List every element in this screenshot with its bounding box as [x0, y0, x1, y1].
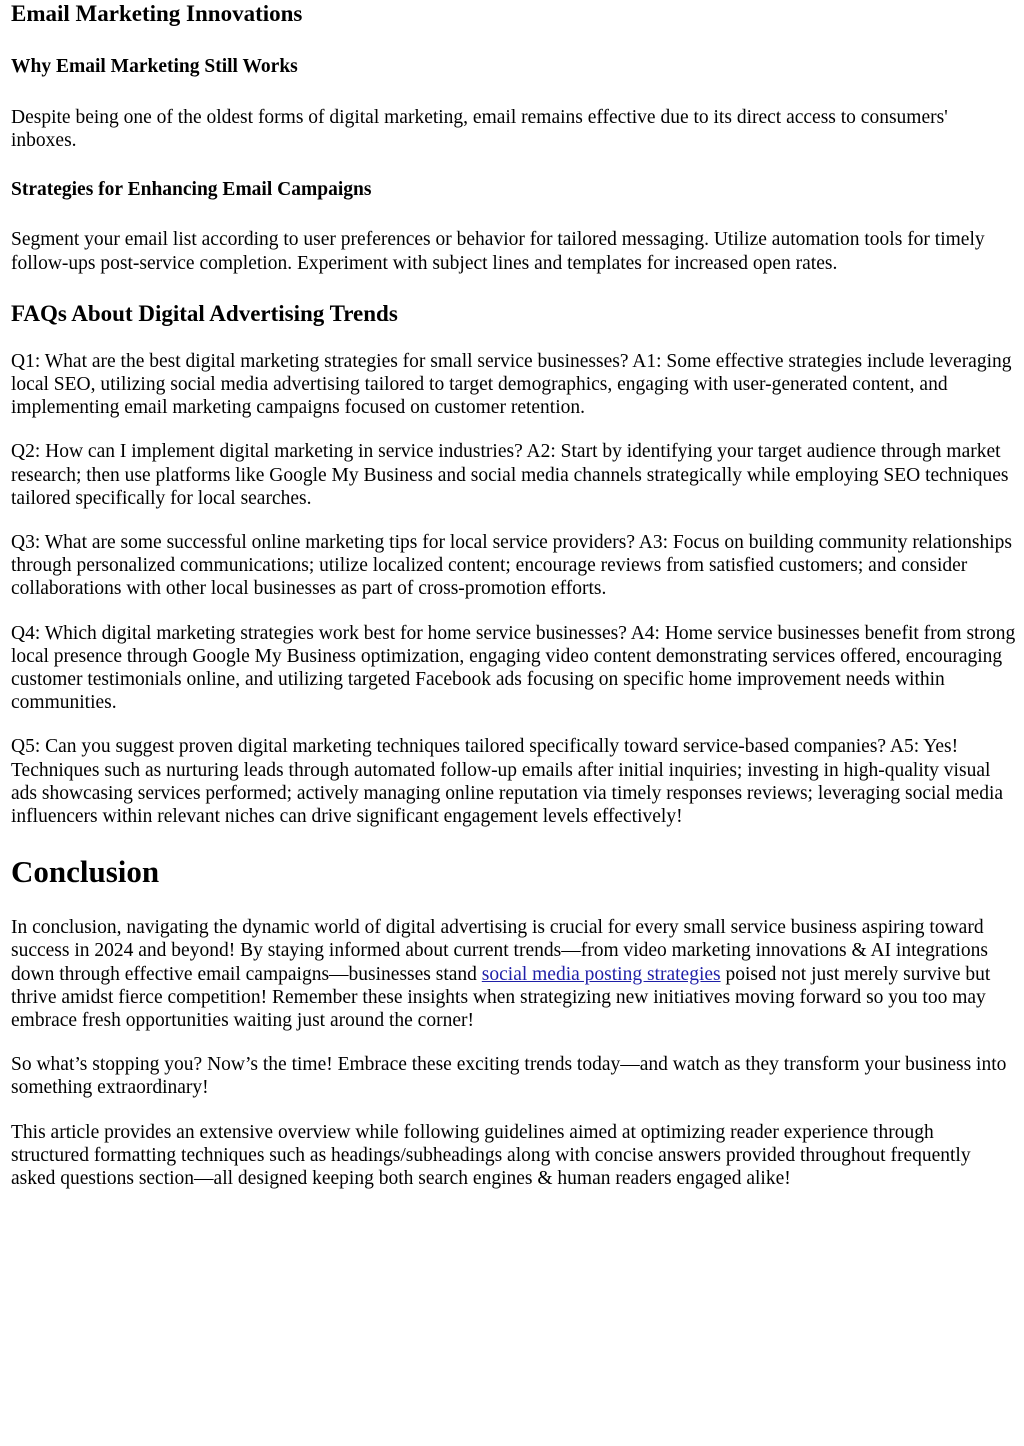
strategies-heading: Strategies for Enhancing Email Campaigns — [11, 179, 372, 201]
why-heading: Why Email Marketing Still Works — [11, 56, 298, 77]
why-paragraph: Despite being one of the oldest forms of digital marketing, email remains effective due to its direct access to consumers' inboxes. — [11, 107, 948, 152]
conclusion-heading: Conclusion — [11, 854, 160, 890]
strategies-paragraph: Segment your email list according to user preferences or behavior for tailored messaging. Utilize automation tools for timely follow-ups post-service completion. Experiment with subject lines and templates for increased open rates. — [11, 229, 985, 274]
conclusion-paragraph-2: So what’s stopping you? Now’s the time! Embrace these exciting trends today—and watch as they transform your business into something extraordinary! — [11, 1054, 1007, 1099]
faq-item-5: Q5: Can you suggest proven digital marketing techniques tailored specifically toward service-based companies? A5: Yes! Techniques such as nurturing leads through automated follow-up emails after initial inquiries; investing in high-quality visual ads showcasing services performed; actively managing online reputation via timely responses reviews; leveraging social media influencers within relevant niches can drive significant engagement levels effectively! — [11, 736, 1004, 828]
faq-item-3: Q3: What are some successful online marketing tips for local service providers? A3: Focus on building community relationships through personalized communications; utilize localized content; encourage reviews from satisfied customers; and consider collaborations with other local businesses as part of cross-promotion efforts. — [11, 532, 1012, 600]
faq-item-4: Q4: Which digital marketing strategies work best for home service businesses? A4: Home service businesses benefit from strong local presence through Google My Business optimization, engaging video content demonstrating services offered, encouraging customer testimonials online, and utilizing targeted Facebook ads focusing on specific home improvement needs within communities. — [11, 622, 1016, 714]
faqs-heading: FAQs About Digital Advertising Trends — [11, 300, 398, 326]
conclusion-paragraph-3: This article provides an extensive overview while following guidelines aimed at optimizing reader experience through structured formatting techniques such as headings/subheadings along with concise answers provided throughout frequently asked questions section—all designed keeping both search engines & human readers engaged alike! — [11, 1121, 971, 1190]
conclusion-text-after: poised not just merely survive but thrive amidst fierce competition! Remember these insights when strategizing new initiatives moving forward so you too may embrace fresh opportunities waiting just around the corner! — [11, 963, 991, 1032]
social-media-posting-strategies-link[interactable]: social media posting strategies — [481, 963, 721, 985]
conclusion-paragraph-1 — [11, 916, 1016, 1032]
section-title: Email Marketing Innovations — [11, 1, 303, 26]
faq-item-2: Q2: How can I implement digital marketing in service industries? A2: Start by identifying your target audience through market research; then use platforms like Google My Business and social media channels strategically while employing SEO techniques tailored specifically for local searches. — [11, 441, 1009, 509]
faq-item-1: Q1: What are the best digital marketing strategies for small service businesses? A1: Some effective strategies include leveraging local SEO, utilizing social media advertising tailored to target demographics, engaging with user-generated content, and implementing email marketing campaigns focused on customer retention. — [11, 350, 1012, 419]
conclusion-text-before: In conclusion, navigating the dynamic world of digital advertising is crucial for every small service business aspiring toward success in 2024 and beyond! By staying informed about current trends—from video marketing innovations & AI integrations down through effective email campaigns—businesses stand — [11, 917, 988, 985]
